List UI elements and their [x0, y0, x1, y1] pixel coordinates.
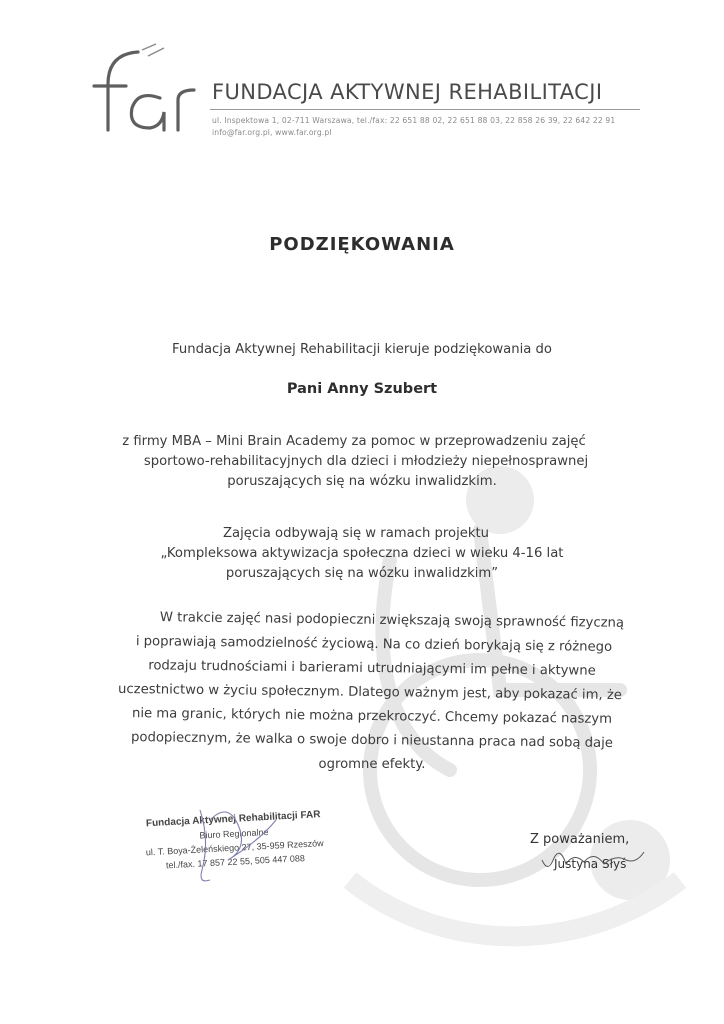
- contact-line: info@far.org.pl, www.far.org.pl: [212, 128, 332, 137]
- paragraph-line: W trakcie zajęć nasi podopieczni zwiększają swoją sprawność fizyczną: [159, 610, 625, 631]
- reason-line: sportowo-rehabilitacyjnych dla dzieci i młodzieży niepełnosprawnej: [143, 454, 589, 469]
- paragraph-line: podopiecznym, że walka o swoje dobro i nieustanna praca nad sobą daje: [130, 730, 613, 751]
- paragraph-line: nie ma granic, których nie można przekroczyć. Chcemy pokazać naszym: [131, 706, 613, 727]
- signer-name: Justyna Słyś: [554, 857, 627, 871]
- header-rule: [210, 109, 640, 110]
- paragraph-line: ogromne efekty.: [318, 757, 426, 772]
- paragraph-line: rodzaju trudnościami i barierami utrudniającymi im pełne i aktywne: [148, 658, 596, 679]
- closing-salutation: Z poważaniem,: [530, 832, 630, 847]
- reason-line: z firmy MBA – Mini Brain Academy za pomoc w przeprowadzeniu zajęć: [122, 434, 586, 449]
- stamp-organization: Fundacja Aktywnej Rehabilitacji FAR: [145, 809, 321, 830]
- address-line: ul. Inspektowa 1, 02-711 Warszawa, tel./fax: 22 651 88 02, 22 651 88 03, 22 858 26 39, 22 642 22 91: [212, 116, 616, 125]
- handwritten-signature: [538, 840, 648, 880]
- project-line: Zajęcia odbywają się w ramach projektu: [222, 526, 490, 541]
- intro-text: Fundacja Aktywnej Rehabilitacji kieruje podziękowania do: [172, 342, 552, 357]
- far-logo: [86, 42, 198, 134]
- reason-line: poruszających się na wózku inwalidzkim.: [227, 474, 497, 489]
- project-line: „Kompleksowa aktywizacja społeczna dzieci w wieku 4-16 lat: [160, 546, 564, 561]
- stamp-phone: tel./fax. 17 857 22 55, 505 447 088: [165, 853, 306, 871]
- organization-name: FUNDACJA AKTYWNEJ REHABILITACJI: [212, 80, 603, 104]
- document-title: PODZIĘKOWANIA: [269, 234, 455, 255]
- paragraph-line: uczestnictwo w życiu społecznym. Dlatego ważnym jest, aby pokazać im, że: [118, 681, 622, 704]
- stamp-unit: Biuro Regionalne: [199, 826, 269, 841]
- paragraph-line: i poprawiają samodzielność życiową. Na co dzień borykają się z różnego: [135, 634, 613, 655]
- recipient-name: Pani Anny Szubert: [286, 381, 438, 397]
- project-line: poruszających się na wózku inwalidzkim”: [225, 566, 499, 581]
- stamp-signature: [180, 800, 300, 890]
- stamp-address: ul. T. Boya-Żeleńskiego 27, 35-959 Rzeszów: [145, 838, 324, 858]
